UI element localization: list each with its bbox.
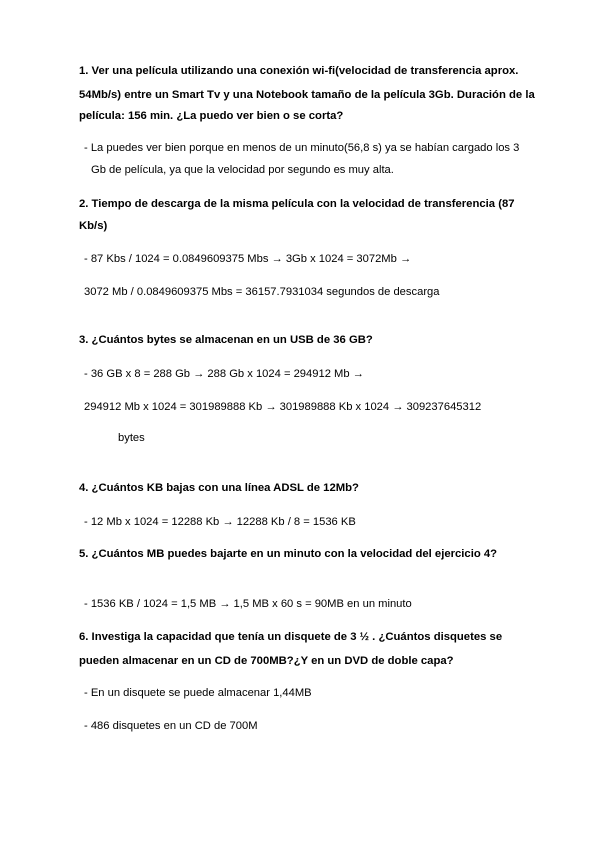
answer-6-line-1: - En un disquete se puede almacenar 1,44MB <box>84 687 312 699</box>
question-4-line-1: 4. ¿Cuántos KB bajas con una línea ADSL de 12Mb? <box>79 482 359 494</box>
question-2-line-2: Kb/s) <box>79 220 108 232</box>
answer-4-line-1: - 12 Mb x 1024 = 12288 Kb → 12288 Kb / 8 = 1536 KB <box>84 516 356 528</box>
question-1-line-2: 54Mb/s) entre un Smart Tv y una Notebook tamaño de la película 3Gb. Duración de la <box>79 89 535 101</box>
answer-2-line-2: 3072 Mb / 0.0849609375 Mbs = 36157.7931034 segundos de descarga <box>84 286 440 298</box>
answer-3-line-1: - 36 GB x 8 = 288 Gb → 288 Gb x 1024 = 294912 Mb → <box>84 368 364 380</box>
question-2-line-1: 2. Tiempo de descarga de la misma película con la velocidad de transferencia (87 <box>79 198 515 210</box>
question-5-line-1: 5. ¿Cuántos MB puedes bajarte en un minuto con la velocidad del ejercicio 4? <box>79 548 498 560</box>
question-3-line-1: 3. ¿Cuántos bytes se almacenan en un USB de 36 GB? <box>79 334 373 346</box>
question-6-line-1: 6. Investiga la capacidad que tenía un disquete de 3 ½ . ¿Cuántos disquetes se <box>79 631 503 643</box>
answer-6-line-2: - 486 disquetes en un CD de 700M <box>84 720 258 732</box>
answer-2-line-1: - 87 Kbs / 1024 = 0.0849609375 Mbs → 3Gb x 1024 = 3072Mb → <box>84 253 412 265</box>
question-1-line-3: película: 156 min. ¿La puedo ver bien o se corta? <box>79 110 344 122</box>
answer-5-line-1: - 1536 KB / 1024 = 1,5 MB → 1,5 MB x 60 s = 90MB en un minuto <box>84 598 412 610</box>
answer-1-line-1: - La puedes ver bien porque en menos de un minuto(56,8 s) ya se habían cargado los 3 <box>84 142 520 154</box>
question-6-line-2: pueden almacenar en un CD de 700MB?¿Y en un DVD de doble capa? <box>79 655 454 667</box>
answer-1-line-2: Gb de película, ya que la velocidad por segundo es muy alta. <box>91 164 394 176</box>
question-1-line-1: 1. Ver una película utilizando una conexión wi-fi(velocidad de transferencia aprox. <box>79 65 519 77</box>
answer-3-line-2: 294912 Mb x 1024 = 301989888 Kb → 301989888 Kb x 1024 → 309237645312 <box>84 401 482 413</box>
answer-3-line-3: bytes <box>118 432 145 444</box>
